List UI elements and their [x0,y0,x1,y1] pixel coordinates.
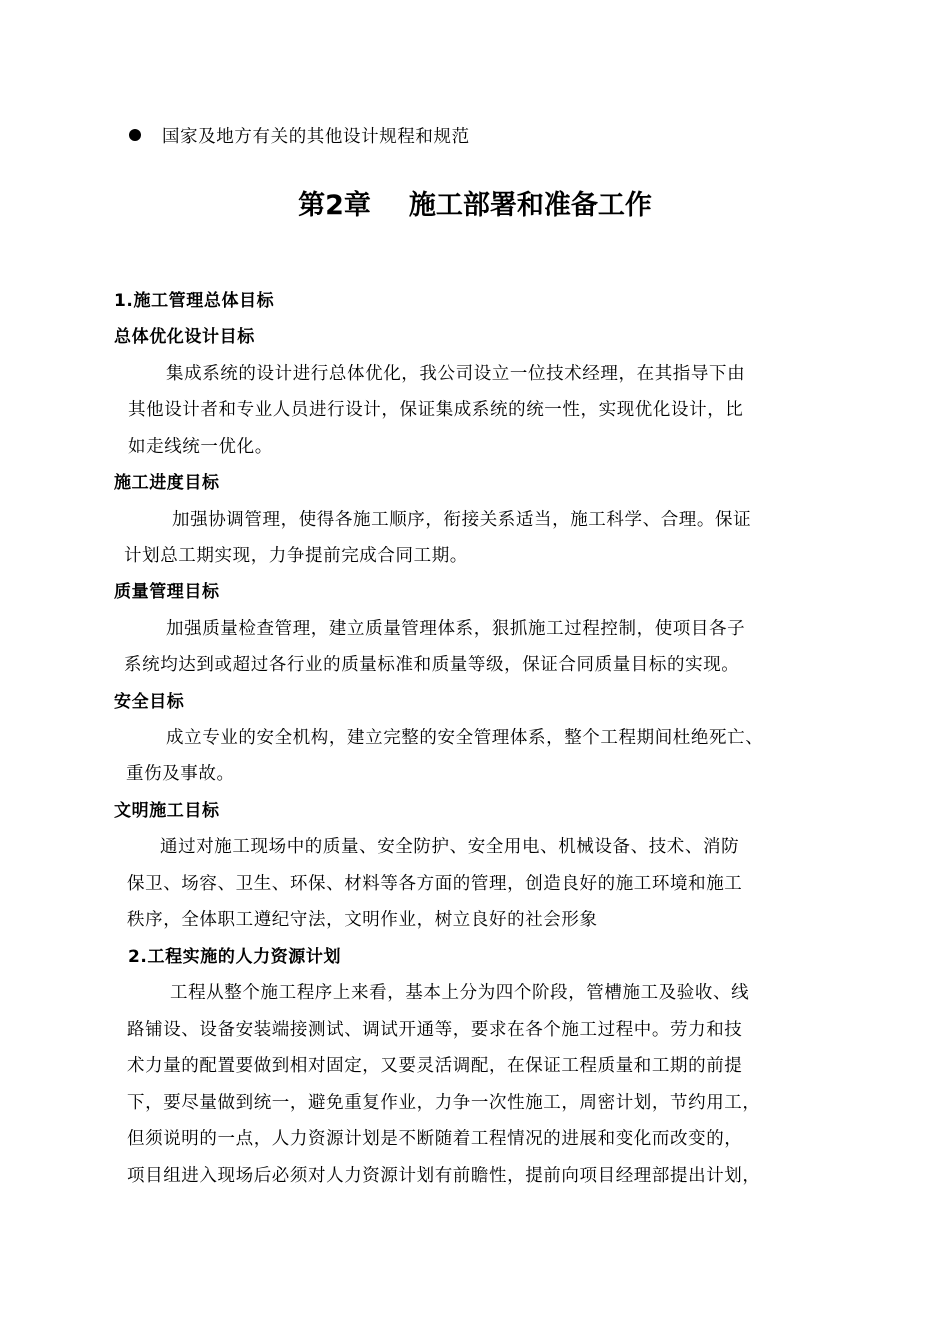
civilized-heading: 文明施工目标 [114,801,220,821]
paragraph-line: 系统均达到或超过各行业的质量标准和质量等级，保证合同质量目标的实现。 [124,655,740,675]
safety-heading: 安全目标 [114,692,185,712]
paragraph-line: 但须说明的一点，人力资源计划是不断随着工程情况的进展和变化而改变的， [127,1129,743,1149]
paragraph-line: 术力量的配置要做到相对固定，又要灵活调配，在保证工程质量和工期的前提 [127,1056,743,1076]
paragraph-line: 如走线统一优化。 [128,437,273,457]
paragraph-line: 下，要尽量做到统一，避免重复作业，力争一次性施工，周密计划，节约用工， [127,1093,761,1113]
chapter-name: 施工部署和准备工作 [408,190,652,221]
paragraph-line: 其他设计者和专业人员进行设计，保证集成系统的统一性，实现优化设计，比 [128,400,744,420]
chapter-title [0,188,950,224]
bullet-icon [129,129,141,141]
paragraph-line: 成立专业的安全机构，建立完整的安全管理体系，整个工程期间杜绝死亡、 [166,728,764,748]
optimization-heading: 总体优化设计目标 [114,327,255,347]
paragraph-line: 集成系统的设计进行总体优化，我公司设立一位技术经理，在其指导下由 [166,364,746,384]
paragraph-line: 计划总工期实现，力争提前完成合同工期。 [124,546,468,566]
section-2-title: 2.工程实施的人力资源计划 [128,947,342,967]
paragraph-line: 保卫、场容、卫生、环保、材料等各方面的管理，创造良好的施工环境和施工 [127,874,743,894]
paragraph-line: 项目组进入现场后必须对人力资源计划有前瞻性，提前向项目经理部提出计划， [127,1166,761,1186]
paragraph-line: 加强质量检查管理，建立质量管理体系，狠抓施工过程控制，使项目各子 [166,619,746,639]
paragraph-line: 工程从整个施工程序上来看，基本上分为四个阶段，管槽施工及验收、线 [170,983,750,1003]
paragraph-line: 重伤及事故。 [126,764,235,784]
quality-heading: 质量管理目标 [114,582,220,602]
paragraph-line: 通过对施工现场中的质量、安全防护、安全用电、机械设备、技术、消防 [160,837,740,857]
paragraph-line: 加强协调管理，使得各施工顺序，衔接关系适当，施工科学、合理。保证 [172,510,752,530]
section-1-title: 1.施工管理总体目标 [114,291,275,311]
bullet-item-text: 国家及地方有关的其他设计规程和规范 [162,127,470,147]
chapter-number: 第2章 [298,190,371,221]
schedule-heading: 施工进度目标 [114,473,220,493]
paragraph-line: 路铺设、设备安装端接测试、调试开通等，要求在各个施工过程中。劳力和技 [127,1020,743,1040]
paragraph-line: 秩序，全体职工遵纪守法，文明作业，树立良好的社会形象 [127,910,598,930]
